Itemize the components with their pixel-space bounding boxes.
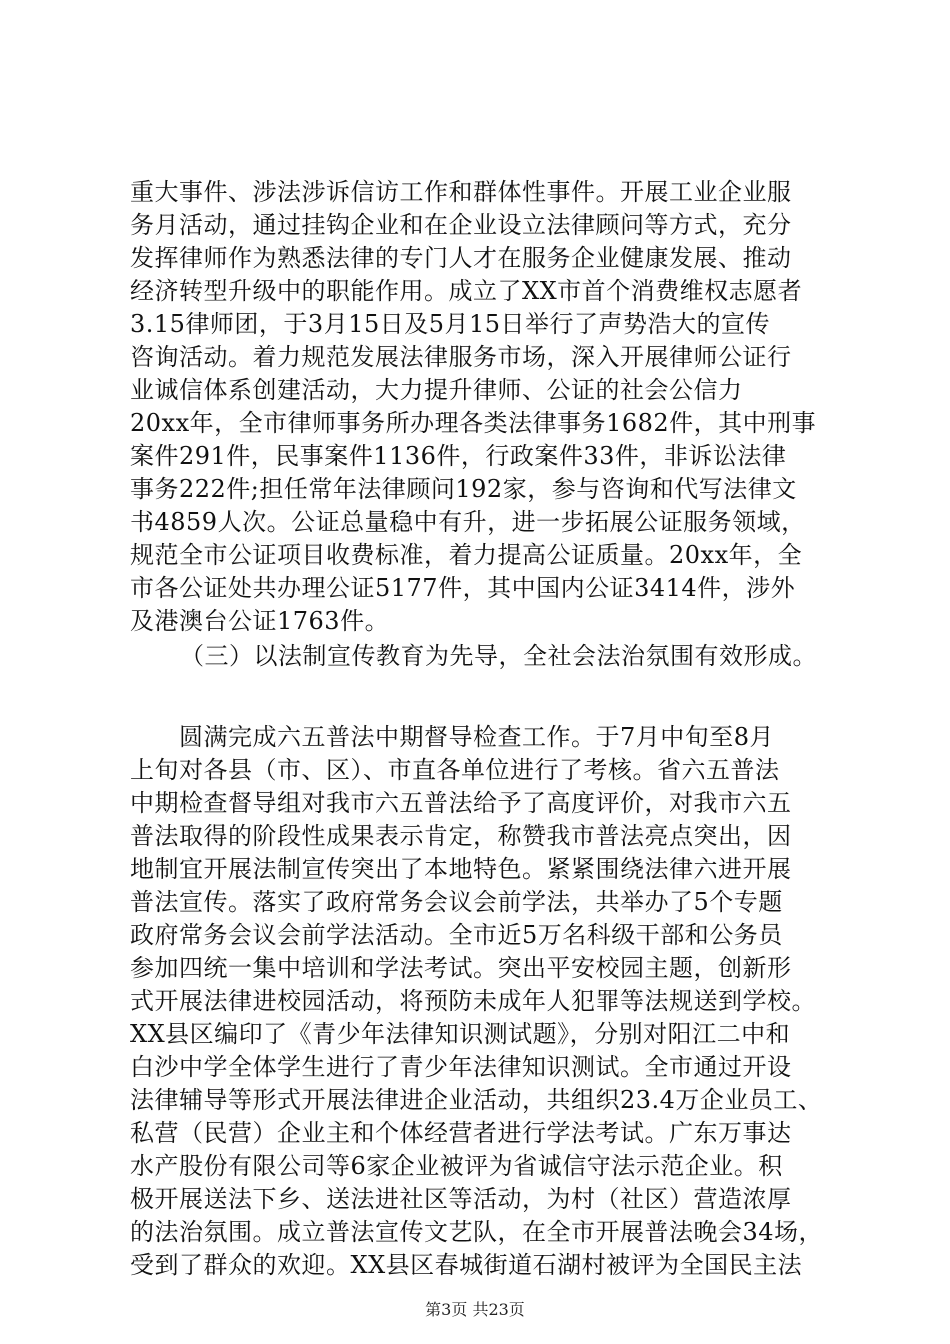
body-line: 案件291件，民事案件1136件，行政案件33件，非诉讼法律 — [130, 442, 787, 470]
body-line: 重大事件、涉法涉诉信访工作和群体性事件。开展工业企业服 — [130, 178, 792, 206]
body-line: 受到了群众的欢迎。XX县区春城街道石湖村被评为全国民主法 — [130, 1251, 803, 1279]
body-line: 事务222件;担任常年法律顾问192家，参与咨询和代写法律文 — [130, 475, 797, 503]
page-footer: 第3页 共23页 — [425, 1300, 525, 1319]
body-line: 市各公证处共办理公证5177件，其中国内公证3414件，涉外 — [130, 574, 796, 602]
body-line: 及港澳台公证1763件。 — [130, 607, 390, 635]
body-line: 政府常务会议会前学法活动。全市近5万名科级干部和公务员 — [130, 921, 783, 949]
body-line: 规范全市公证项目收费标准，着力提高公证质量。20xx年，全 — [130, 541, 803, 569]
body-line: 极开展送法下乡、送法进社区等活动，为村（社区）营造浓厚 — [130, 1185, 792, 1213]
body-line: 地制宜开展法制宣传突出了本地特色。紧紧围绕法律六进开展 — [130, 855, 792, 883]
body-line: 务月活动，通过挂钩企业和在企业设立法律顾问等方式，充分 — [130, 211, 792, 239]
body-line: 法律辅导等形式开展法律进企业活动，共组织23.4万企业员工、 — [130, 1086, 823, 1114]
body-line: 发挥律师作为熟悉法律的专门人才在服务企业健康发展、推动 — [130, 244, 792, 272]
body-line: XX县区编印了《青少年法律知识测试题》，分别对阳江二中和 — [130, 1020, 791, 1048]
body-line: 业诚信体系创建活动，大力提升律师、公证的社会公信力 — [130, 376, 743, 404]
body-line: 上旬对各县（市、区）、市直各单位进行了考核。省六五普法 — [130, 756, 780, 784]
section-heading: （三）以法制宣传教育为先导，全社会法治氛围有效形成。 — [180, 642, 817, 670]
body-line: 式开展法律进校园活动，将预防未成年人犯罪等法规送到学校。 — [130, 987, 816, 1015]
body-line: 中期检查督导组对我市六五普法给予了高度评价，对我市六五 — [130, 789, 792, 817]
body-line: 私营（民营）企业主和个体经营者进行学法考试。广东万事达 — [130, 1119, 792, 1147]
body-line: 普法取得的阶段性成果表示肯定，称赞我市普法亮点突出，因 — [130, 822, 792, 850]
body-line: 普法宣传。落实了政府常务会议会前学法，共举办了5个专题 — [130, 888, 783, 916]
body-line: 咨询活动。着力规范发展法律服务市场，深入开展律师公证行 — [130, 343, 792, 371]
body-line: 的法治氛围。成立普法宣传文艺队，在全市开展普法晚会34场， — [130, 1218, 824, 1246]
body-line: 20xx年，全市律师事务所办理各类法律事务1682件，其中刑事 — [130, 409, 817, 437]
body-line: 参加四统一集中培训和学法考试。突出平安校园主题，创新形 — [130, 954, 792, 982]
body-line: 白沙中学全体学生进行了青少年法律知识测试。全市通过开设 — [130, 1053, 792, 1081]
body-line: 3.15律师团，于3月15日及5月15日举行了声势浩大的宣传 — [130, 310, 771, 338]
body-line: 经济转型升级中的职能作用。成立了XX市首个消费维权志愿者 — [130, 277, 803, 305]
body-line: 水产股份有限公司等6家企业被评为省诚信守法示范企业。积 — [130, 1152, 783, 1180]
body-line: 圆满完成六五普法中期督导检查工作。于7月中旬至8月 — [130, 723, 775, 751]
body-line: 书4859人次。公证总量稳中有升，进一步拓展公证服务领域， — [130, 508, 806, 536]
